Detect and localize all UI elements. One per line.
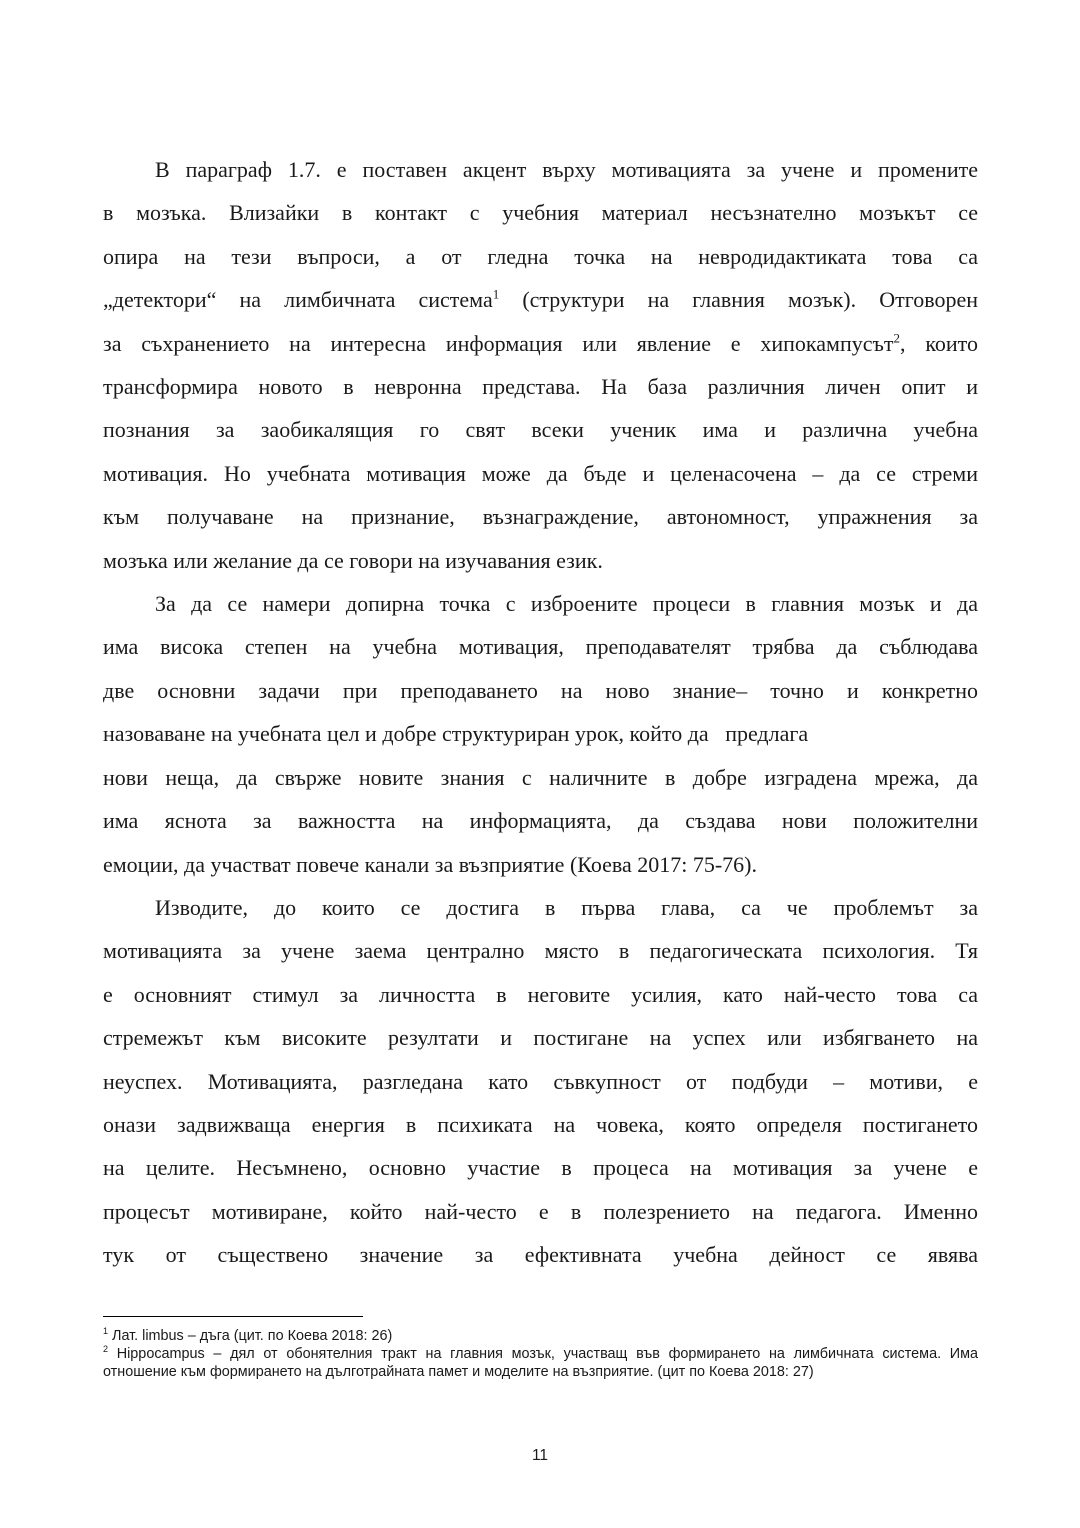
page-body [103,148,978,1277]
text-fragment: (структури на главния мозък). Отговорен [522,287,978,313]
text-line: мотивация. Но учебната мотивация може да бъде и целенасочена – да се стреми [103,460,978,486]
text-line: В параграф 1.7. е поставен акцент върху мотивацията за учене и промените [155,157,978,182]
text-line: процесът мотивиране, който най-често е в полезрението на педагога. Именно [103,1198,978,1224]
text-line: назоваване на учебната цел и добре структуриран урок, който да предлага [103,721,809,747]
footnote-ref-1[interactable]: 1 [492,286,500,302]
footnote-mark: 1 [103,1326,109,1337]
text-line: познания за заобикалящия го свят всеки ученик има и различна учебна [103,417,978,443]
footnote-mark: 2 [103,1344,109,1355]
text-line: нови неща, да свърже новите знания с наличните в добре изградена мрежа, да [103,764,978,790]
text-fragment: за съхранението на интересна информация или явление е хипокампусът [103,330,894,356]
footnote-separator [103,1316,363,1317]
text-line: мозъка или желание да се говори на изучавания език. [103,547,603,573]
footnote-text: Лат. limbus – дъга (цит. по Коева 2018: 26) [112,1328,393,1344]
paragraph-1 [103,148,978,582]
text-line: е основният стимул за личността в неговите усилия, като най-често това са [103,981,978,1007]
text-line: неуспех. Мотивацията, разгледана като съвкупност от подбуди – мотиви, е [103,1068,978,1094]
text-line: към получаване на признание, възнаграждение, автономност, упражнения за [103,504,978,530]
text-line: в мозъка. Влизайки в контакт с учебния материал несъзнателно мозъкът се [103,200,978,226]
footnote-ref-2[interactable]: 2 [893,330,901,346]
text-line: има яснота за важността на информацията, да създава нови положителни [103,808,978,834]
text-line: Изводите, до които се достига в първа глава, са че проблемът за [155,894,978,920]
footnote-1 [103,1327,978,1345]
paragraph-3 [103,886,978,1277]
text-line: онази задвижваща енергия в психиката на човека, която определя постигането [103,1111,978,1137]
text-line: трансформира новото в невронна представа. На база различния личен опит и [103,374,978,400]
text-line [103,278,978,321]
text-line: стремежът към високите резултати и постигане на успех или избягването на [103,1025,978,1051]
text-line: тук от съществено значение за ефективната учебна дейност се явява [103,1242,978,1268]
text-line: на целите. Несъмнено, основно участие в процеса на мотивация за учене е [103,1155,978,1181]
text-line: За да се намери допирна точка с изброените процеси в главния мозък и да [155,591,978,617]
text-line: две основни задачи при преподаването на ново знание– точно и конкретно [103,677,978,703]
page-number: 11 [531,1447,549,1464]
text-line: опира на тези въпроси, а от гледна точка на невродидактиката това са [103,243,978,269]
text-line: мотивацията за учене заема централно място в педагогическата психология. Тя [103,938,978,964]
footnotes [103,1327,978,1381]
text-fragment: „детектори“ на лимбичната система [103,287,493,313]
text-fragment: , които [900,330,979,356]
text-line [103,322,978,365]
text-line: има висока степен на учебна мотивация, преподавателят трябва да съблюдава [103,634,978,660]
paragraph-2 [103,582,978,886]
footnote-text: Hippocampus – дял от обонятелния тракт на главния мозък, участващ във формирането на лимбичната система. Има отношение към формирането на дълготрайната памет и моделите на възприятие. (цит по Коева 2018: 27) [103,1346,979,1380]
text-line: емоции, да участват повече канали за възприятие (Коева 2017: 75-76). [103,851,758,877]
footnote-2 [103,1345,978,1381]
